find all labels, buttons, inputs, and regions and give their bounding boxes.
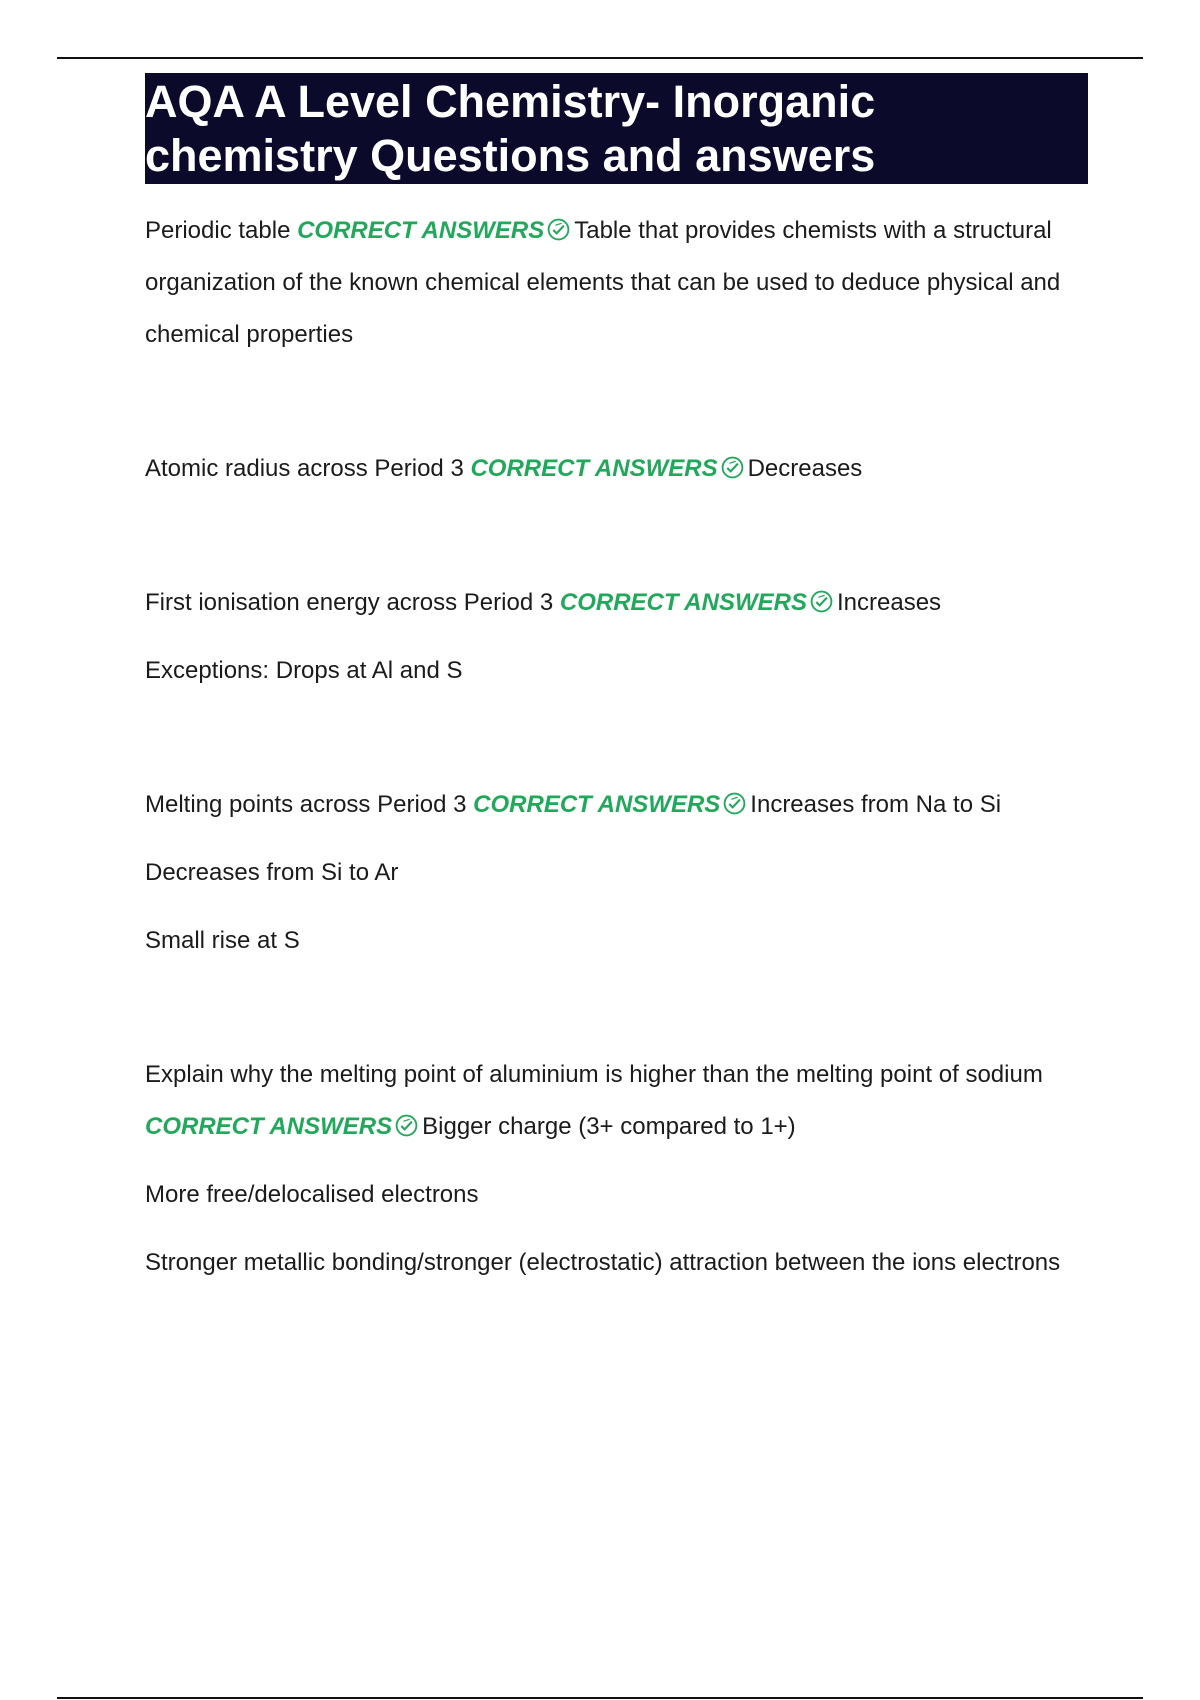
correct-answers-label: CORRECT ANSWERS (145, 1113, 393, 1140)
qa-item-melting-points (145, 779, 1085, 967)
check-badge-icon (720, 455, 745, 480)
qa-paragraph (145, 779, 1085, 831)
qa-item-periodic-table (145, 205, 1085, 361)
top-rule (57, 57, 1143, 59)
answer-extra-line: Exceptions: Drops at Al and S (145, 657, 463, 684)
qa-paragraph (145, 1049, 1085, 1153)
check-badge-icon (722, 791, 747, 816)
qa-paragraph (145, 443, 1085, 495)
correct-answers-label: CORRECT ANSWERS (473, 791, 721, 818)
answer-text: Bigger charge (3+ compared to 1+) (422, 1113, 796, 1140)
qa-paragraph (145, 205, 1085, 361)
answer-extra-line: Small rise at S (145, 927, 300, 954)
question-text: Atomic radius across Period 3 (145, 455, 464, 482)
qa-content (145, 205, 1085, 1289)
check-badge-icon (394, 1113, 419, 1138)
answer-text: Increases (836, 589, 942, 616)
check-badge-icon (546, 217, 571, 242)
answer-text: Table that provides chemists with a structural organization of the known chemical elements that can be used to deduce physical and chemical properties (145, 217, 1061, 348)
qa-item-atomic-radius (145, 443, 1085, 495)
question-text: Explain why the melting point of aluminium is higher than the melting point of sodium (145, 1061, 1043, 1088)
answer-extra-line: Stronger metallic bonding/stronger (electrostatic) attraction between the ions electrons (145, 1249, 1061, 1276)
qa-item-aluminium-melting-point (145, 1049, 1085, 1289)
question-text: Periodic table (145, 217, 291, 244)
qa-item-ionisation-energy (145, 577, 1085, 697)
bottom-rule (57, 1697, 1143, 1699)
answer-extra-line: Decreases from Si to Ar (145, 859, 399, 886)
title-line-2: chemistry Questions and answers (145, 130, 876, 181)
qa-paragraph (145, 577, 1085, 629)
check-badge-icon (809, 589, 834, 614)
title-line-1: AQA A Level Chemistry- Inorganic (145, 76, 876, 127)
correct-answers-label: CORRECT ANSWERS (470, 455, 718, 482)
correct-answers-label: CORRECT ANSWERS (559, 589, 807, 616)
document-title (145, 73, 1088, 184)
question-text: Melting points across Period 3 (145, 791, 467, 818)
answer-text: Decreases (747, 455, 863, 482)
correct-answers-label: CORRECT ANSWERS (297, 217, 545, 244)
answer-extra-line: More free/delocalised electrons (145, 1181, 479, 1208)
question-text: First ionisation energy across Period 3 (145, 589, 554, 616)
answer-text: Increases from Na to Si (750, 791, 1002, 818)
